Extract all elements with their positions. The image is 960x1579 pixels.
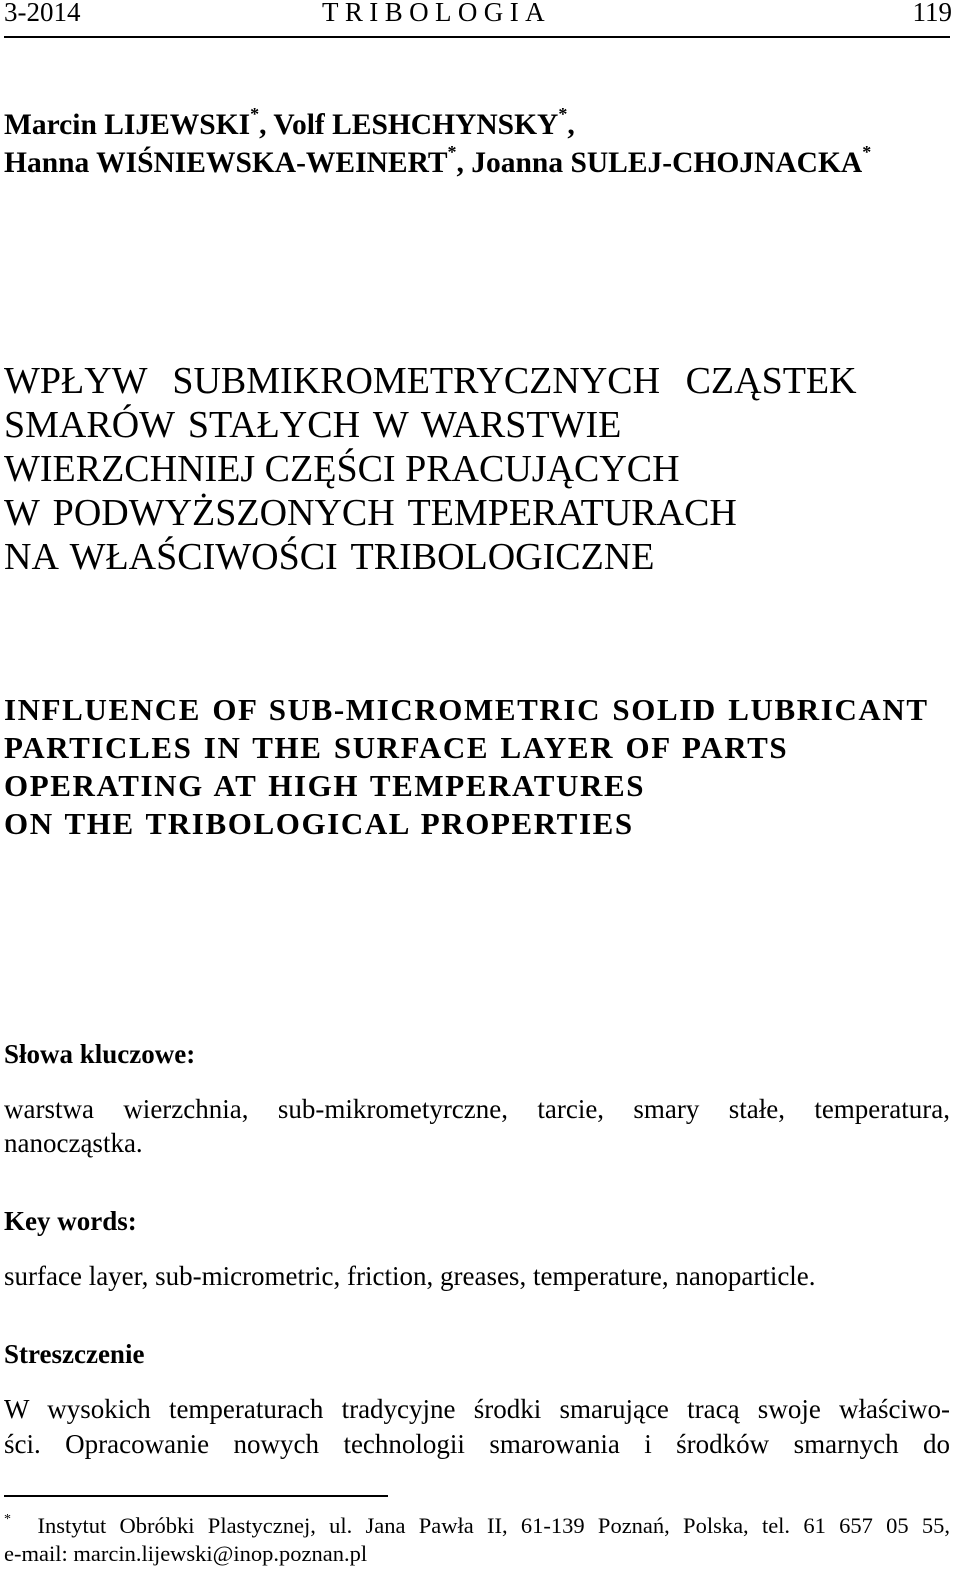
author-name: Hanna WIŚNIEWSKA-WEINERT bbox=[4, 147, 448, 179]
affiliation-mark: * bbox=[558, 104, 568, 124]
title-pl-line-1: WPŁYW SUBMIKROMETRYCZNYCH CZĄSTEK bbox=[4, 360, 857, 402]
author-name: Marcin LIJEWSKI bbox=[4, 109, 251, 141]
title-pl-line-2: SMARÓW STAŁYCH W WARSTWIE bbox=[4, 404, 622, 446]
footnote-email: e-mail: marcin.lijewski@inop.poznan.pl bbox=[4, 1541, 368, 1566]
abstract-heading: Streszczenie bbox=[4, 1339, 145, 1369]
title-pl-line-4: W PODWYŻSZONYCH TEMPERATURACH bbox=[4, 492, 737, 534]
header-journal-name: TRIBOLOGIA bbox=[322, 0, 551, 27]
abstract-line-2: ści. Opracowanie nowych technologii smarowania i środków smarnych do bbox=[4, 1429, 950, 1459]
title-pl-line-3: WIERZCHNIEJ CZĘŚCI PRACUJĄCYCH bbox=[4, 448, 680, 490]
title-en-line-3: OPERATING AT HIGH TEMPERATURES bbox=[4, 768, 646, 803]
header-rule bbox=[4, 36, 950, 38]
footnote-affiliation: Instytut Obróbki Plastycznej, ul. Jana Pawła II, 61-139 Poznań, Polska, tel. 61 657 05 55, bbox=[37, 1513, 950, 1538]
footnote-line-1 bbox=[4, 1512, 950, 1540]
footnote-rule bbox=[4, 1495, 388, 1497]
author-separator: , bbox=[259, 109, 274, 141]
affiliation-mark: * bbox=[447, 142, 457, 162]
author-name: Volf LESHCHYNSKY bbox=[273, 109, 559, 141]
title-en-line-4: ON THE TRIBOLOGICAL PROPERTIES bbox=[4, 806, 634, 841]
keywords-en-text: surface layer, sub-micrometric, friction, greases, temperature, nanoparticle. bbox=[4, 1261, 816, 1291]
affiliation-mark: * bbox=[862, 142, 872, 162]
author-name: Joanna SULEJ-CHOJNACKA bbox=[471, 147, 863, 179]
authors-line-2 bbox=[4, 144, 954, 182]
abstract-line-1: W wysokich temperaturach tradycyjne środki smarujące tracą swoje właściwo- bbox=[4, 1394, 950, 1424]
affiliation-mark: * bbox=[250, 104, 260, 124]
keywords-pl-line-1: warstwa wierzchnia, sub-mikrometyrczne, tarcie, smary stałe, temperatura, bbox=[4, 1094, 950, 1124]
keywords-pl-line-2: nanocząstka. bbox=[4, 1128, 143, 1158]
header-issue: 3-2014 bbox=[4, 0, 81, 27]
author-separator: , bbox=[567, 109, 575, 141]
header-page-number: 119 bbox=[912, 0, 952, 27]
footnote-mark: * bbox=[4, 1512, 11, 1527]
title-pl-line-5: NA WŁAŚCIWOŚCI TRIBOLOGICZNE bbox=[4, 536, 655, 578]
keywords-en-heading: Key words: bbox=[4, 1206, 137, 1236]
authors-line-1 bbox=[4, 106, 954, 144]
title-en-line-2: PARTICLES IN THE SURFACE LAYER OF PARTS bbox=[4, 730, 789, 765]
author-separator: , bbox=[456, 147, 472, 179]
keywords-pl-heading: Słowa kluczowe: bbox=[4, 1039, 196, 1069]
title-en-line-1: INFLUENCE OF SUB-MICROMETRIC SOLID LUBRICANT bbox=[4, 692, 929, 727]
